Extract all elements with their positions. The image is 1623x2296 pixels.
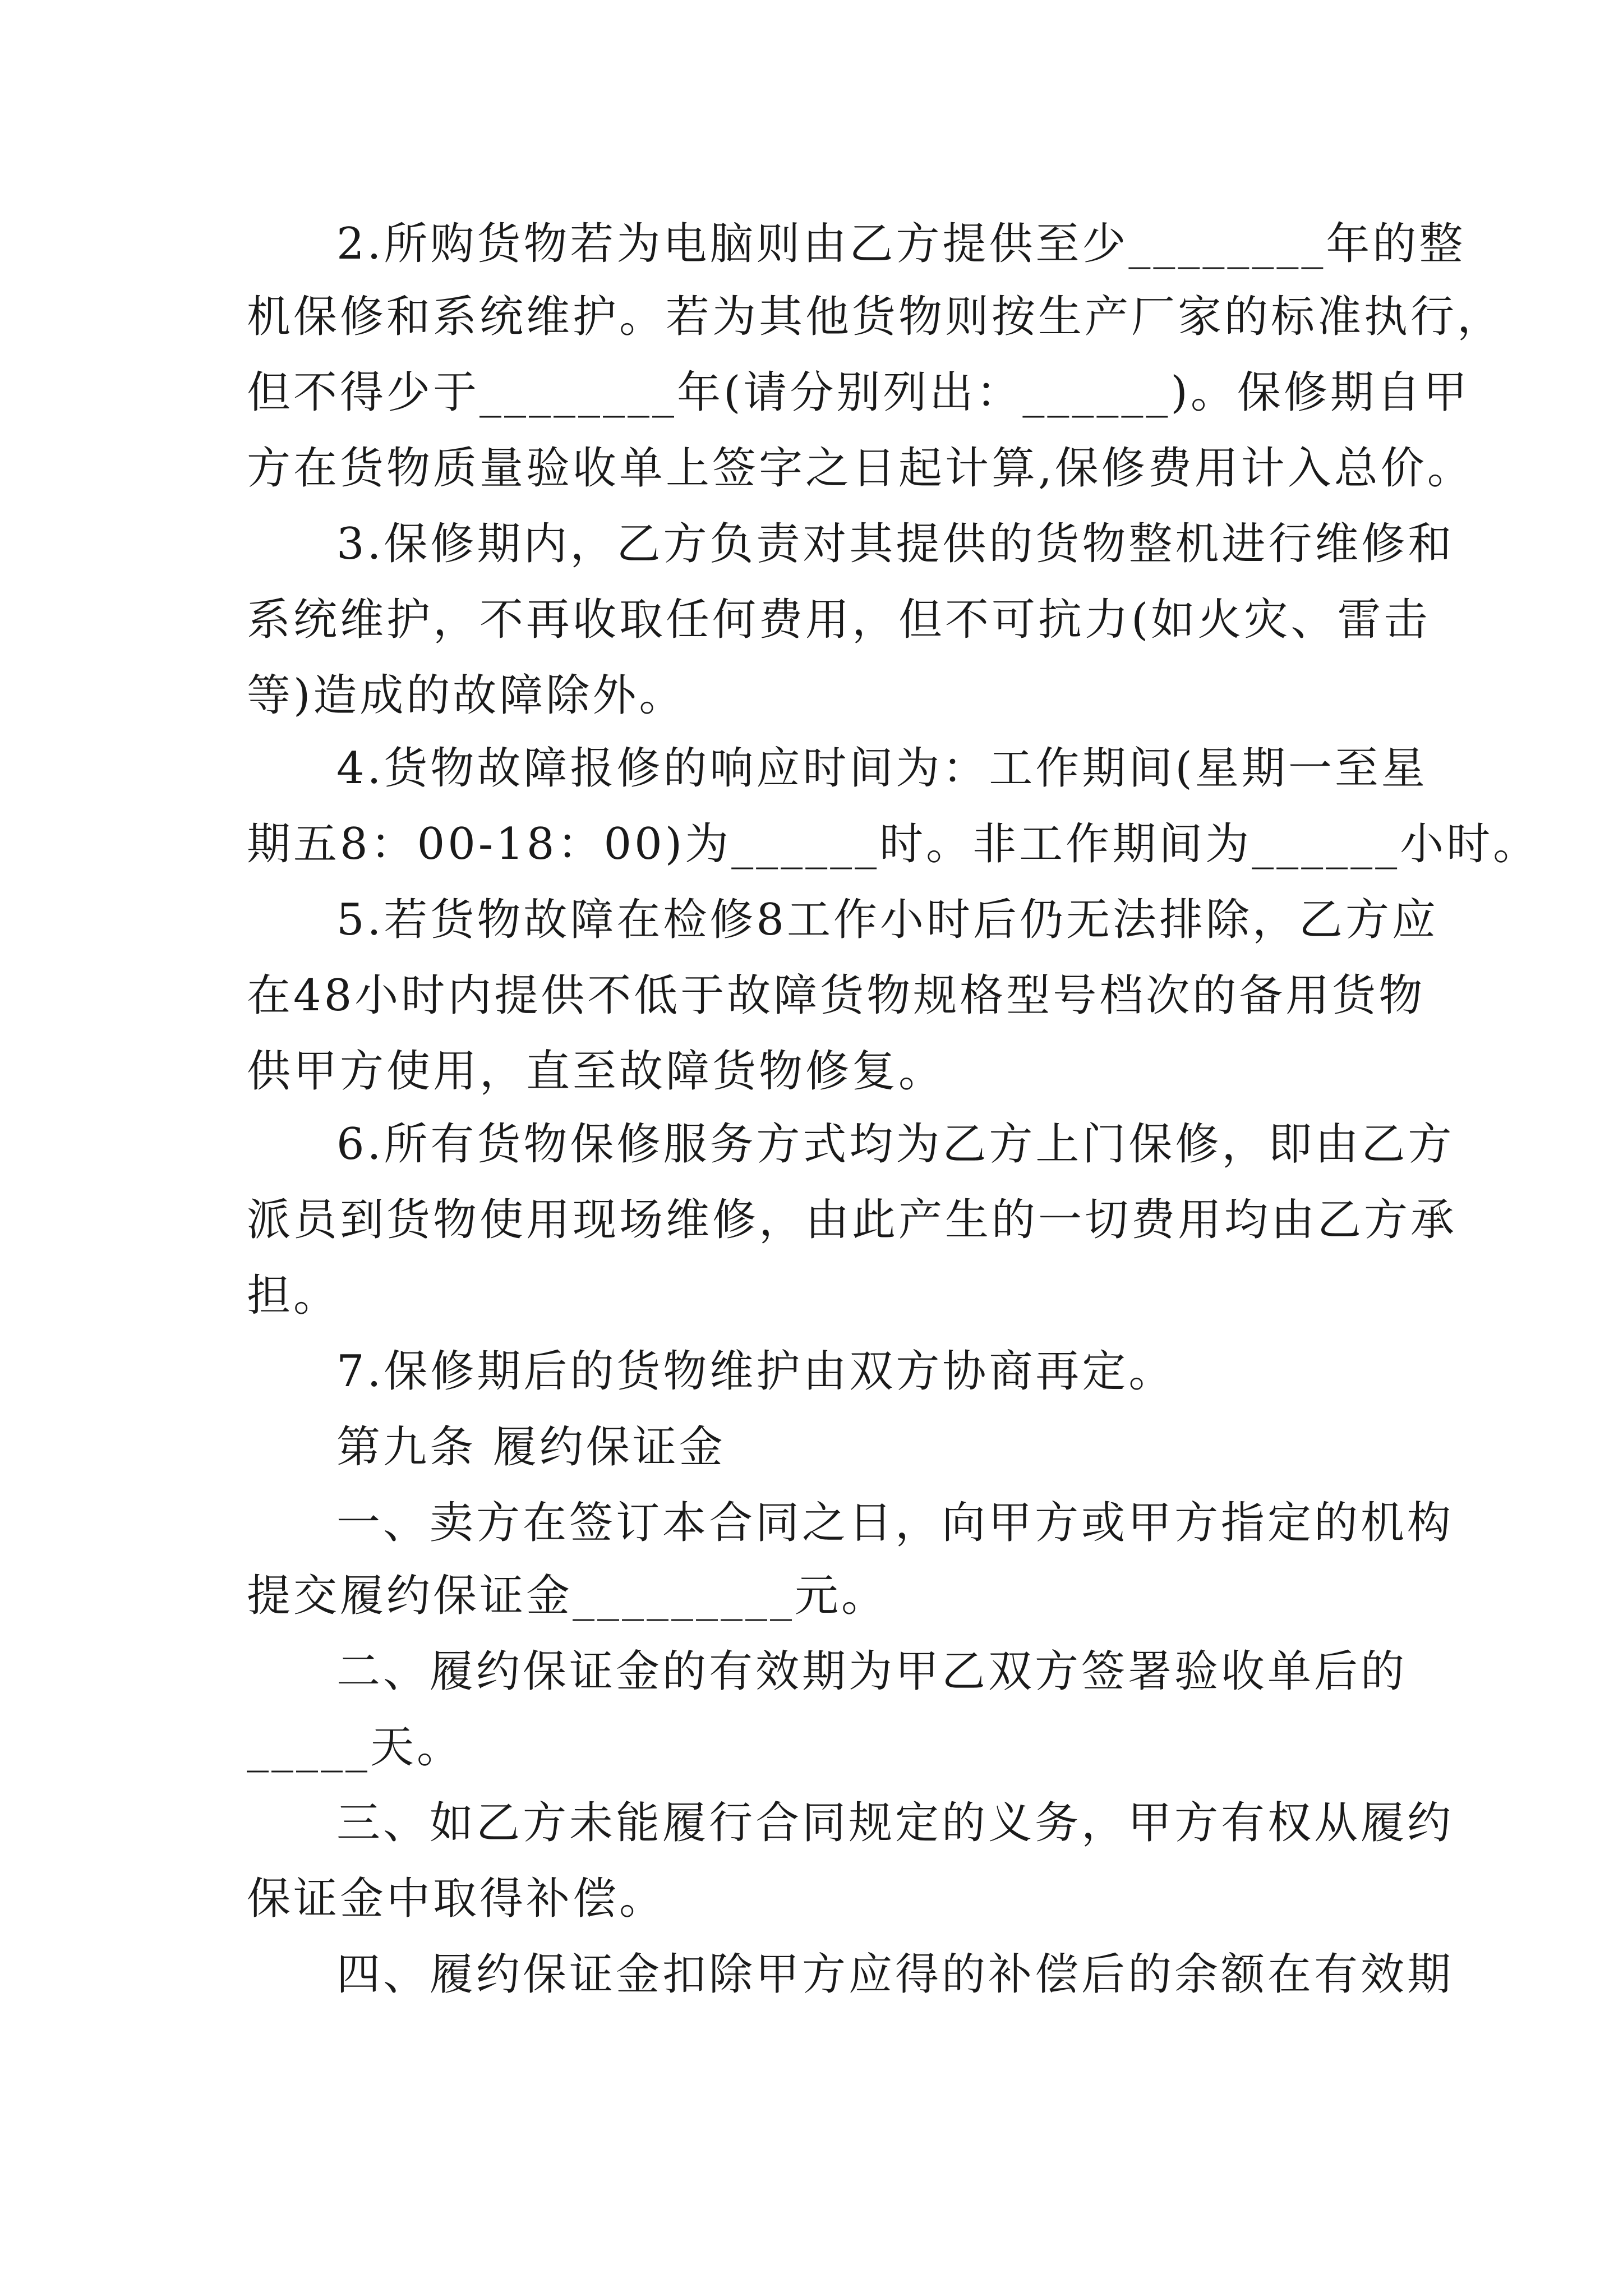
section-heading: 第九条 履约保证金 bbox=[336, 1422, 726, 1473]
text-line: 4.货物故障报修的响应时间为：工作期间(星期一至星 bbox=[336, 743, 1428, 794]
text-line: 保证金中取得补偿。 bbox=[247, 1874, 666, 1924]
text-line: 派员到货物使用现场维修，由此产生的一切费用均由乙方承 bbox=[247, 1195, 1458, 1245]
text-line: 机保修和系统维护。若为其他货物则按生产厂家的标准执行， bbox=[247, 292, 1504, 342]
text-line: 系统维护，不再收取任何费用，但不可抗力(如火灾、雷击 bbox=[247, 595, 1431, 645]
text-line: 提交履约保证金_________元。 bbox=[247, 1571, 888, 1621]
text-line: 方在货物质量验收单上签字之日起计算,保修费用计入总价。 bbox=[247, 443, 1474, 494]
text-line: 3.保修期内，乙方负责对其提供的货物整机进行维修和 bbox=[336, 519, 1455, 569]
text-line: 期五8：00-18：00)为______时。非工作期间为______小时。 bbox=[247, 819, 1540, 869]
text-line: 5.若货物故障在检修8工作小时后仍无法排除，乙方应 bbox=[336, 895, 1439, 945]
text-line: 在48小时内提供不低于故障货物规格型号档次的备用货物 bbox=[247, 970, 1426, 1021]
text-line: 等)造成的故障除外。 bbox=[247, 670, 686, 721]
text-line: 6.所有货物保修服务方式均为乙方上门保修，即由乙方 bbox=[336, 1119, 1455, 1170]
text-line: 2.所购货物若为电脑则由乙方提供至少________年的整 bbox=[336, 219, 1466, 269]
text-line: 担。 bbox=[247, 1271, 340, 1321]
text-line: 四、履约保证金扣除甲方应得的补偿后的余额在有效期 bbox=[336, 1949, 1454, 2000]
text-line: 二、履约保证金的有效期为甲乙双方签署验收单后的 bbox=[336, 1646, 1408, 1697]
text-line: 7.保修期后的货物维护由双方协商再定。 bbox=[336, 1346, 1175, 1397]
text-line: 一、卖方在签订本合同之日，向甲方或甲方指定的机构 bbox=[336, 1498, 1454, 1548]
text-line: 但不得少于________年(请分别列出：______)。保修期自甲 bbox=[247, 367, 1470, 418]
text-line: _____天。 bbox=[247, 1722, 464, 1773]
text-line: 三、如乙方未能履行合同规定的义务，甲方有权从履约 bbox=[336, 1798, 1454, 1848]
text-line: 供甲方使用，直至故障货物修复。 bbox=[247, 1046, 946, 1097]
